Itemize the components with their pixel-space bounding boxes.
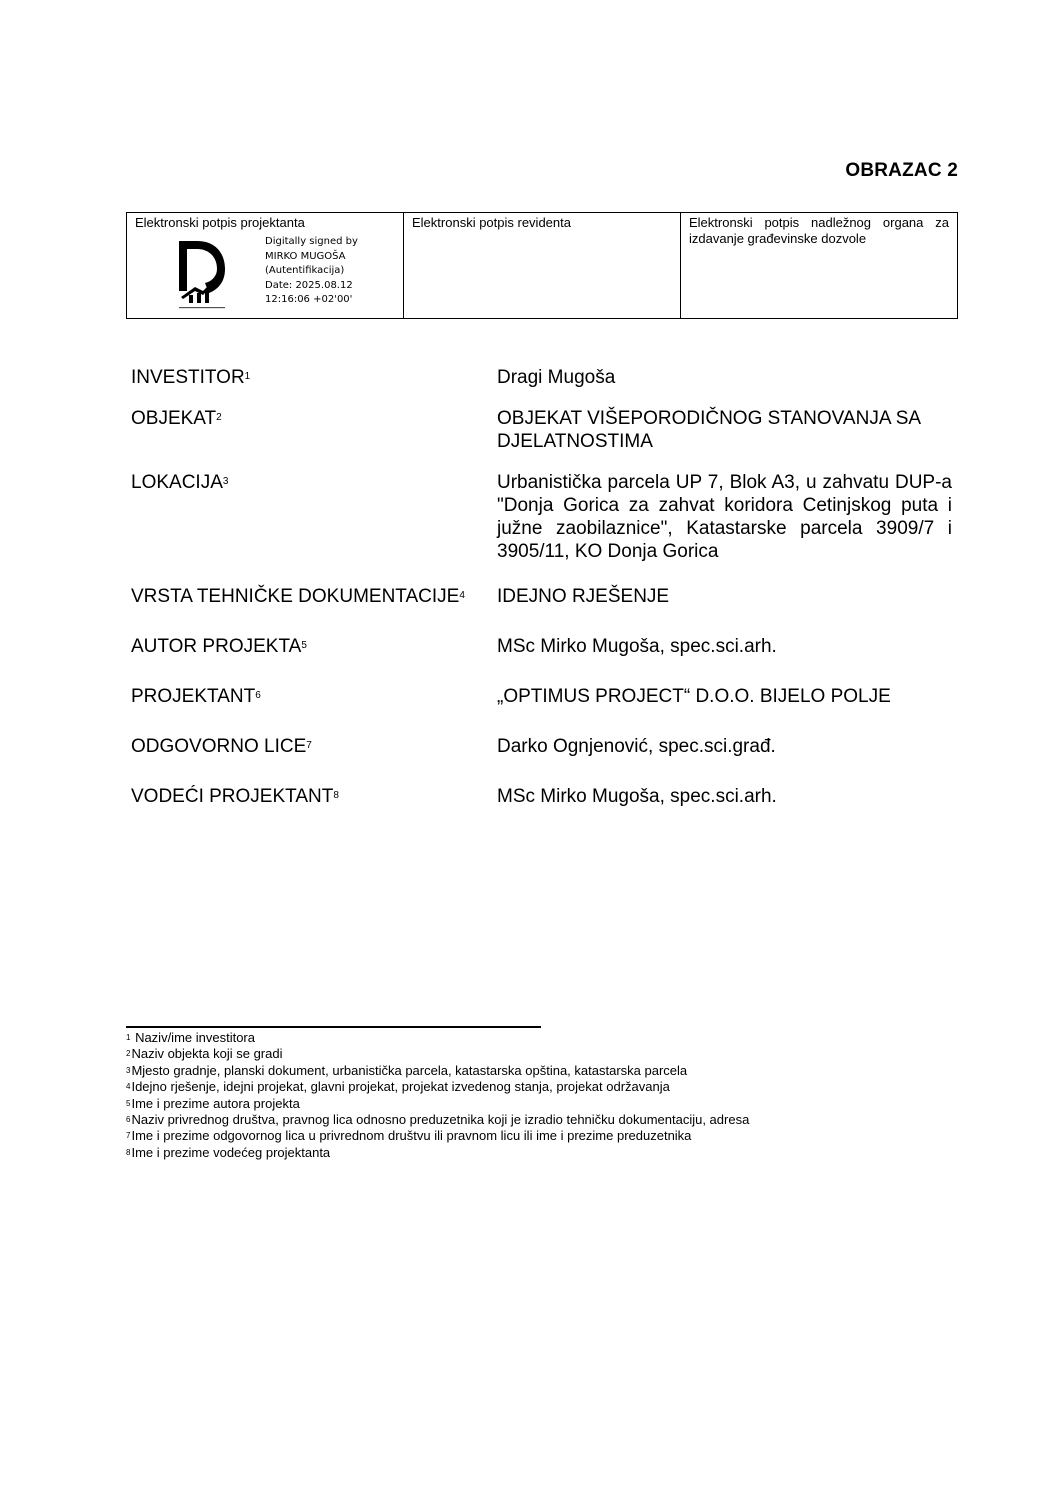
field-value: Darko Ognjenović, spec.sci.građ. bbox=[497, 736, 776, 757]
field-row-lokacija bbox=[131, 471, 956, 563]
field-value: Dragi Mugoša bbox=[497, 367, 616, 388]
footnote-divider bbox=[126, 1026, 541, 1028]
project-fields bbox=[131, 366, 956, 808]
footnotes bbox=[126, 1030, 749, 1161]
field-label: LOKACIJA bbox=[131, 472, 223, 493]
field-row-odgovorno-lice bbox=[131, 735, 956, 758]
field-row-autor-projekta bbox=[131, 635, 956, 658]
field-row-investitor bbox=[131, 366, 956, 389]
field-value: MSc Mirko Mugoša, spec.sci.arh. bbox=[497, 786, 777, 807]
footnote-ref: 5 bbox=[301, 640, 307, 651]
field-value: IDEJNO RJEŠENJE bbox=[497, 586, 670, 607]
designer-signature-label: Elektronski potpis projektanta bbox=[135, 215, 305, 230]
field-value: MSc Mirko Mugoša, spec.sci.arh. bbox=[497, 636, 777, 657]
footnote-ref: 8 bbox=[333, 790, 339, 801]
footnote: $^6$Naziv privrednog društva, pravnog lica odnosno preduzetnika koji je izradio tehničku dokumentaciju, adresa bbox=[126, 1112, 750, 1128]
designer-signature-cell bbox=[127, 213, 404, 319]
digital-signature-stamp bbox=[135, 235, 395, 315]
field-label: VODEĆI PROJEKTANT bbox=[131, 786, 334, 807]
footnote: $^1$ Naziv/ime investitora bbox=[126, 1030, 255, 1045]
field-row-objekat bbox=[131, 407, 956, 453]
footnote-ref: 1 bbox=[244, 371, 251, 382]
field-label: AUTOR PROJEKTA bbox=[131, 636, 302, 657]
field-row-vrsta-dokumentacije bbox=[131, 585, 956, 608]
company-logo-icon bbox=[175, 237, 229, 311]
field-label: PROJEKTANT bbox=[131, 686, 256, 707]
field-label: VRSTA TEHNIČKE DOKUMENTACIJE bbox=[131, 586, 460, 607]
authority-signature-label: Elektronski potpis nadležnog organa za izdavanje građevinske dozvole bbox=[689, 215, 949, 246]
footnote-ref: 7 bbox=[306, 740, 312, 751]
field-label: INVESTITOR bbox=[131, 367, 245, 388]
footnote-ref: 2 bbox=[216, 412, 222, 423]
footnote: $^4$Idejno rješenje, idejni projekat, glavni projekat, projekat izvedenog stanja, projekat održavanja bbox=[126, 1079, 670, 1095]
digital-signature-text: Digitally signed by MIRKO MUGOŠA (Autentifikacija) Date: 2025.08.12 12:16:06 +02'00' bbox=[265, 236, 358, 305]
field-value: „OPTIMUS PROJECT“ D.O.O. BIJELO POLJE bbox=[497, 686, 891, 707]
form-code: OBRAZAC 2 bbox=[845, 160, 958, 181]
field-row-vodeci-projektant bbox=[131, 785, 956, 808]
footnote: $^7$Ime i prezime odgovornog lica u privrednom društvu ili pravnom licu ili ime i prezime preduzetnika bbox=[126, 1128, 692, 1144]
footnote-ref: 4 bbox=[459, 590, 465, 601]
field-value: OBJEKAT VIŠEPORODIČNOG STANOVANJA SA DJELATNOSTIMA bbox=[497, 408, 921, 452]
field-value: Urbanistička parcela UP 7, Blok A3, u zahvatu DUP-a "Donja Gorica za zahvat koridora Cetinjskog puta i južne zaobilaznice", Katastarske parcela 3909/7 i 3905/11, KO Donja Gorica bbox=[497, 472, 952, 562]
reviewer-signature-label: Elektronski potpis revidenta bbox=[412, 215, 571, 230]
footnote-ref: 3 bbox=[222, 476, 229, 487]
footnote-ref: 6 bbox=[255, 690, 261, 701]
reviewer-signature-cell bbox=[404, 213, 681, 319]
footnote: $^3$Mjesto gradnje, planski dokument, urbanistička parcela, katastarska opština, katastarska parcela bbox=[126, 1062, 688, 1078]
footnote: $^5$Ime i prezime autora projekta bbox=[126, 1095, 300, 1111]
signature-table bbox=[126, 212, 958, 319]
field-label: ODGOVORNO LICE bbox=[131, 736, 307, 757]
field-row-projektant bbox=[131, 685, 956, 708]
footnote: $^8$Ime i prezime vodećeg projektanta bbox=[126, 1144, 331, 1160]
field-label: OBJEKAT bbox=[131, 408, 217, 429]
footnote: $^2$Naziv objekta koji se gradi bbox=[126, 1046, 283, 1062]
authority-signature-cell bbox=[681, 213, 958, 319]
